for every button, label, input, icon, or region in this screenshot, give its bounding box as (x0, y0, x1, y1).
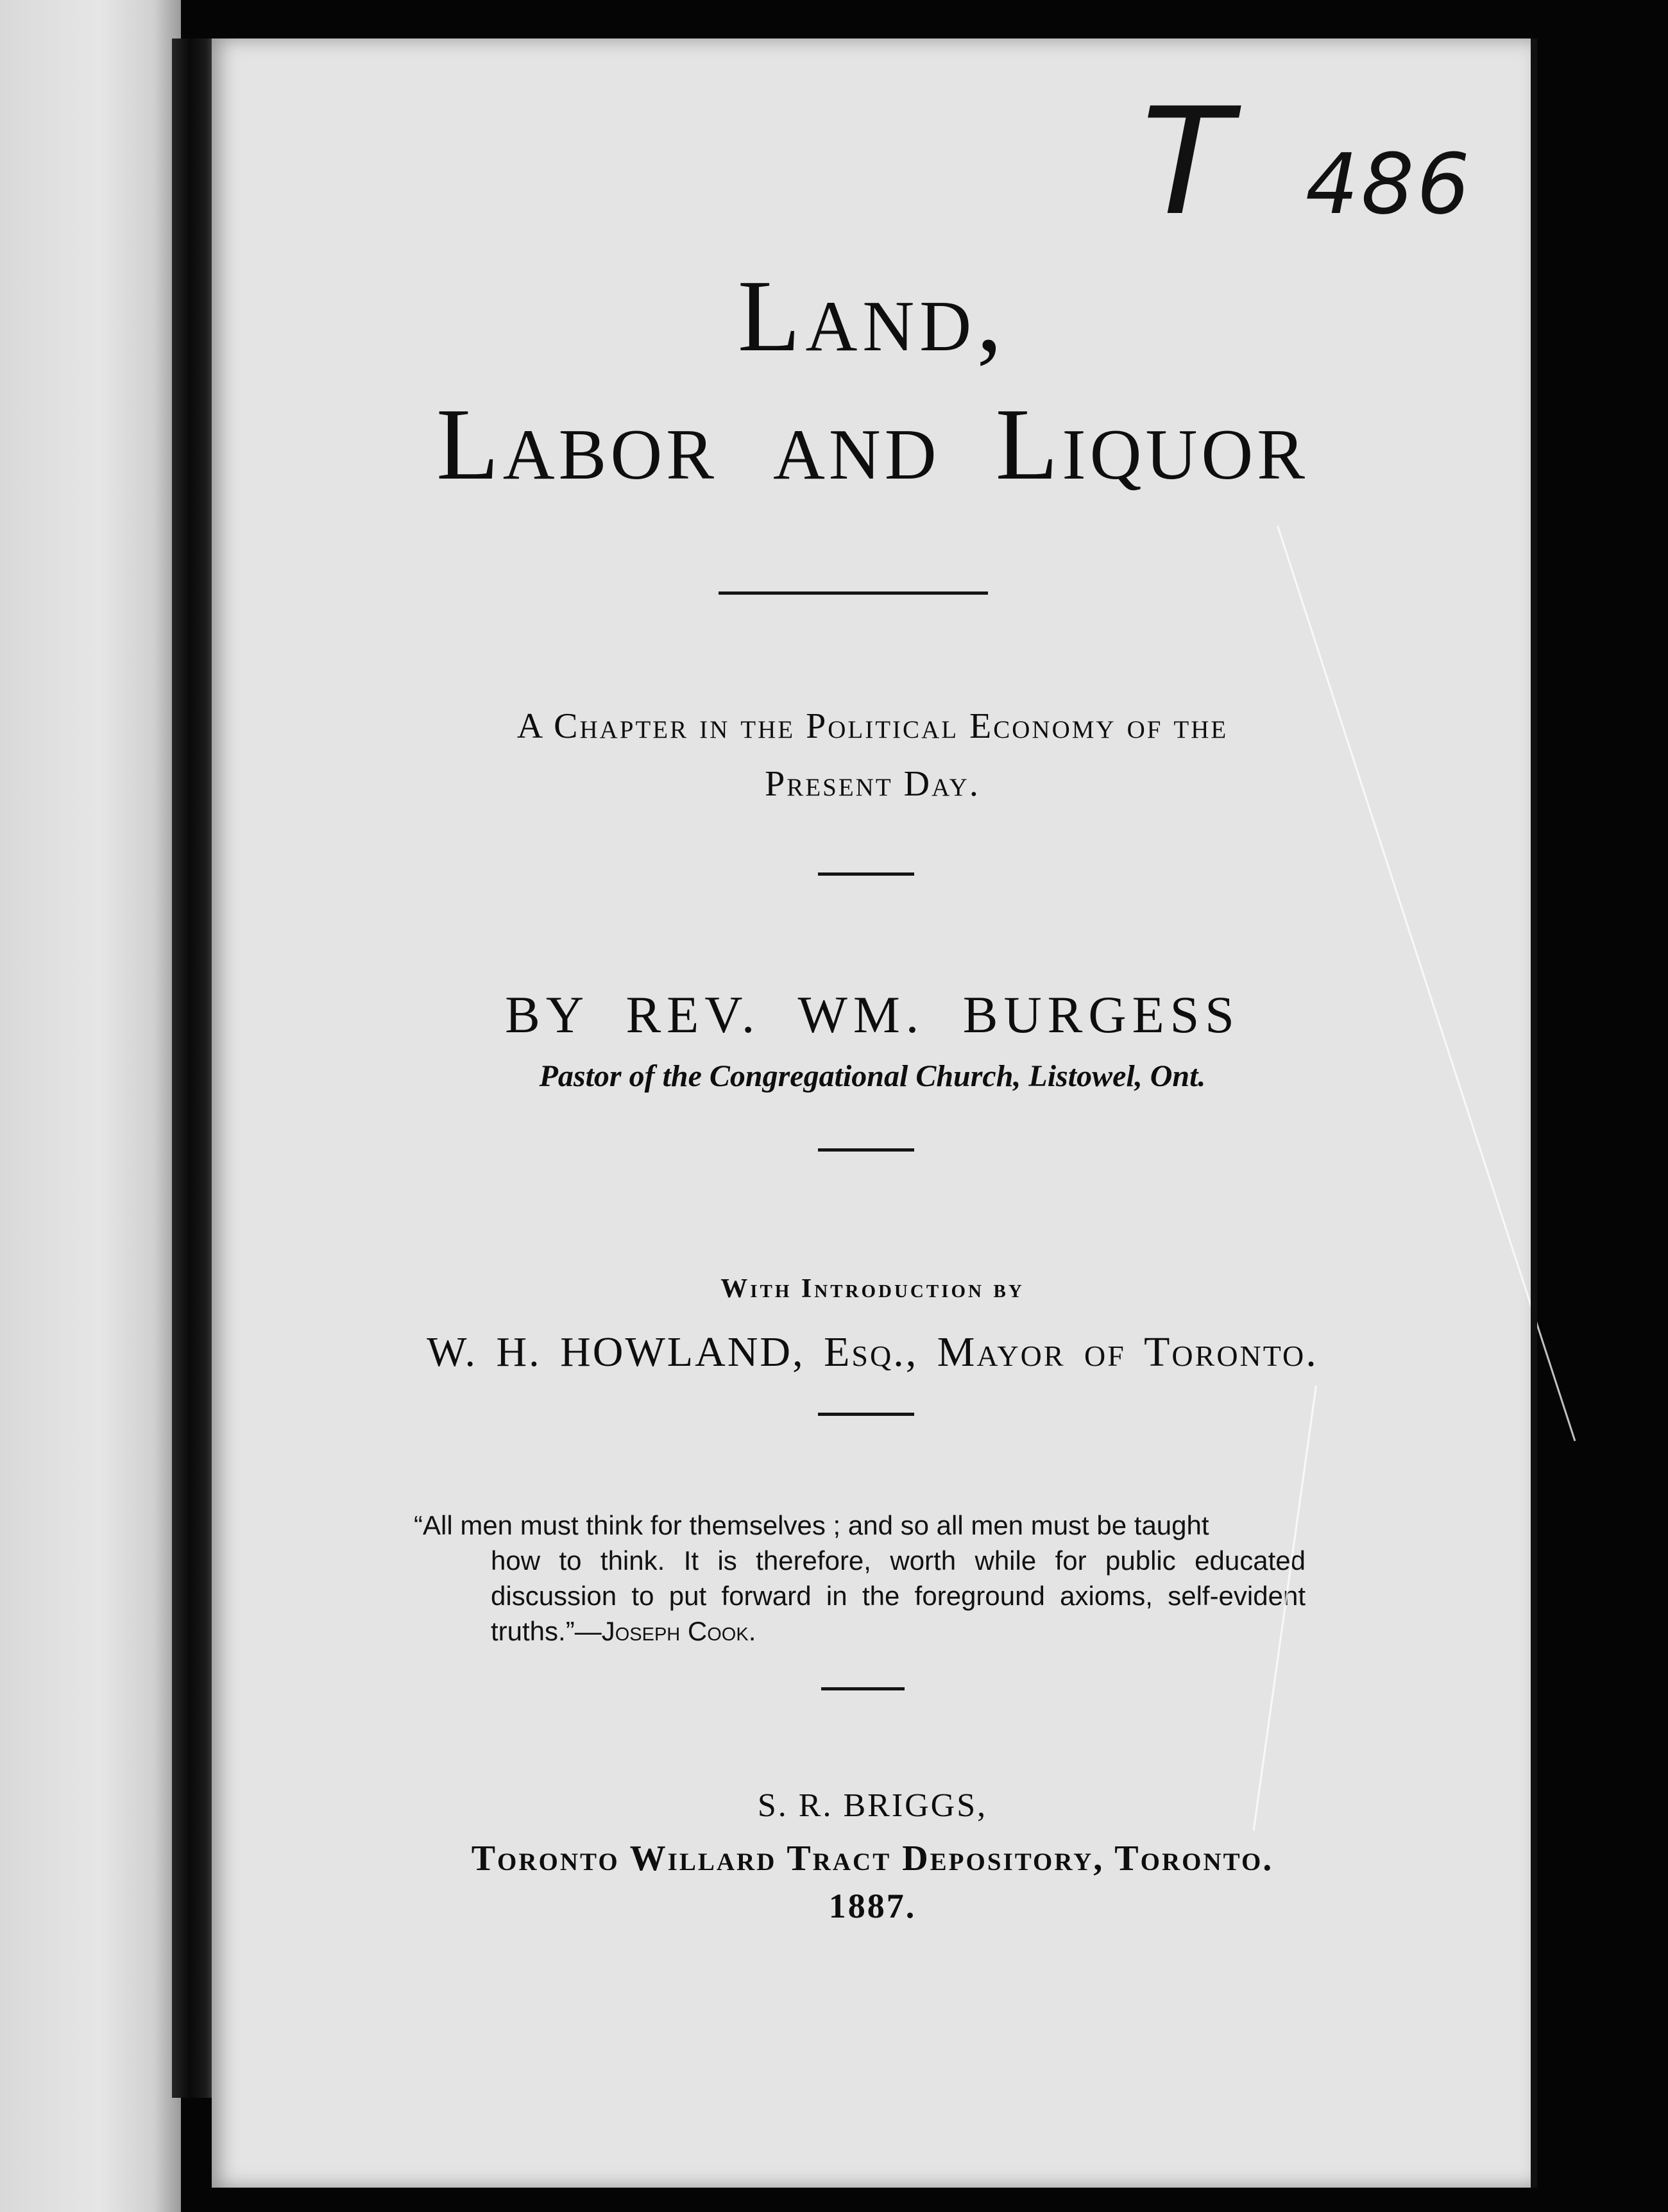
author-position: Pastor of the Congregational Church, Listowel, Ont. (539, 1059, 1206, 1093)
author-name: BY REV. WM. BURGESS (505, 985, 1240, 1044)
epigraph-quote (414, 1508, 1306, 1649)
handwritten-catalog-mark (1141, 77, 1472, 248)
title-page (212, 38, 1533, 2188)
publisher-name: S. R. BRIGGS, (757, 1787, 988, 1824)
handwritten-mark-number: 486 (1305, 135, 1472, 233)
page-right-edge (1531, 38, 1537, 2188)
introduction-label: With Introduction by (720, 1274, 1025, 1304)
publication-year: 1887. (828, 1887, 917, 1925)
divider-rule (821, 1687, 905, 1690)
subtitle-line-2: Present Day. (765, 764, 980, 804)
book-title-line-1: Land, (737, 259, 1008, 373)
adjacent-page-edge (0, 0, 181, 2212)
epigraph-attribution: Joseph Cook. (601, 1616, 756, 1646)
publisher-place: Toronto Willard Tract Depository, Toronto. (471, 1839, 1274, 1878)
title-page-content (212, 38, 1533, 2188)
subtitle-line-1: A Chapter in the Political Economy of the (516, 706, 1229, 746)
divider-rule (818, 872, 914, 876)
epigraph-continuation (414, 1543, 1306, 1649)
epigraph-text: how to think. It is therefore, worth while for public educated discussion to put forward in the foreground axioms, self-evident truths.”— (491, 1545, 1306, 1646)
divider-rule (818, 1413, 914, 1416)
book-binding-shadow (172, 38, 217, 2098)
epigraph-first-line: “All men must think for themselves ; and so all men must be taught (414, 1510, 1209, 1540)
introduction-author: W. H. HOWLAND, Esq., Mayor of Toronto. (427, 1329, 1318, 1375)
book-title-line-2: Labor and Liquor (436, 387, 1309, 501)
handwritten-mark-letter: T (1141, 77, 1232, 248)
divider-rule (719, 591, 988, 595)
divider-rule (818, 1148, 914, 1152)
